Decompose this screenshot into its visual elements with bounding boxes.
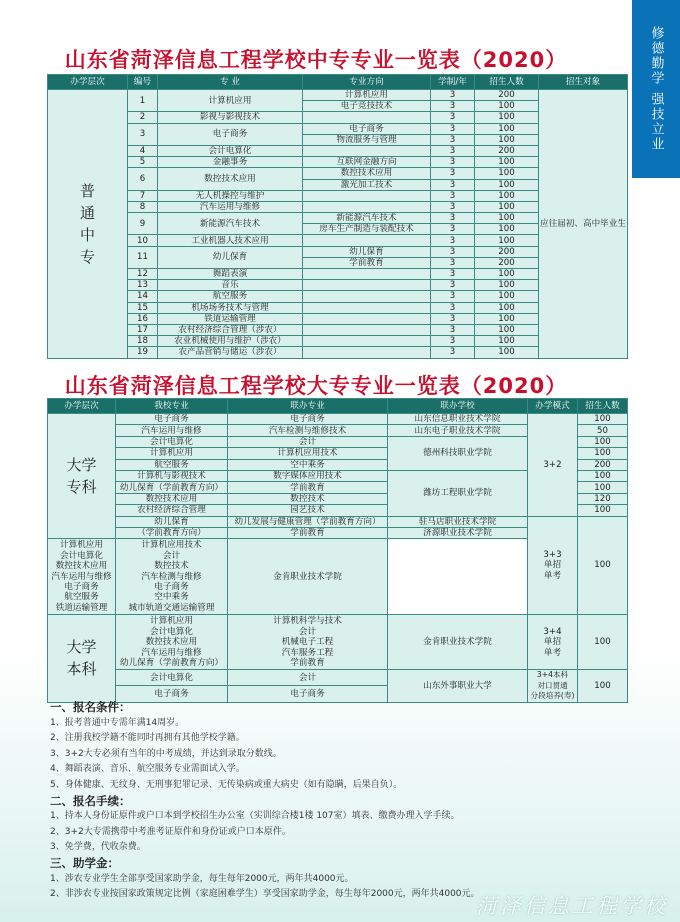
row-number: 15 — [128, 302, 158, 313]
study-years: 3 — [431, 190, 475, 201]
joint-major: 数字媒体应用技术 — [228, 470, 388, 481]
major-direction — [303, 201, 431, 212]
enroll-count: 200 — [475, 145, 539, 156]
secondary-majors-table — [47, 74, 628, 359]
enroll-count: 100 — [578, 505, 628, 516]
major-direction — [303, 269, 431, 280]
row-number: 2 — [128, 112, 158, 123]
joint-school: 济源职业技术学院 — [388, 527, 528, 538]
col-header: 学制/年 — [431, 75, 475, 90]
enroll-count: 100 — [475, 224, 539, 235]
major-direction — [303, 324, 431, 335]
table-row — [48, 615, 628, 670]
my-major: 电子商务 — [116, 414, 228, 425]
level-cell: 大学 专科 — [48, 414, 116, 539]
col-header: 招生人数 — [578, 399, 628, 414]
major-direction — [303, 112, 431, 123]
major-name: 农产品营销与储运（涉农） — [158, 347, 303, 358]
major-name: 农村经济综合管理（涉农） — [158, 324, 303, 335]
section-heading: 三、助学金： — [50, 855, 119, 870]
enroll-count: 100 — [475, 213, 539, 224]
my-major: 汽车运用与维修 — [116, 425, 228, 436]
major-direction: 数控技术应用 — [303, 168, 431, 179]
study-years: 3 — [431, 224, 475, 235]
note-item: 1、报考普通中专需年满14周岁。 — [50, 717, 185, 728]
enroll-count: 100 — [475, 190, 539, 201]
table-row — [48, 516, 628, 527]
note-item: 1、涉农专业学生全部享受国家助学金，每生每年2000元，两年共4000元。 — [50, 873, 354, 884]
enroll-count: 100 — [475, 201, 539, 212]
enroll-count: 100 — [475, 302, 539, 313]
major-name: 电子商务 — [158, 123, 303, 145]
major-direction: 幼儿保育 — [303, 246, 431, 257]
my-major: 计算机应用 会计电算化 数控技术应用 汽车运用与维修 幼儿保育（学前教育方向） — [116, 615, 228, 670]
note-item: 4、舞蹈表演、音乐、航空服务专业需面试入学。 — [50, 764, 245, 775]
my-major: 计算机应用 会计电算化 数控技术应用 汽车运用与维修 电子商务 航空服务 铁道运输管理 — [48, 539, 116, 615]
enroll-count: 200 — [475, 90, 539, 101]
major-direction — [303, 235, 431, 246]
my-major: 计算机与影视技术 — [116, 470, 228, 481]
study-years: 3 — [431, 168, 475, 179]
major-direction: 物流服务与管理 — [303, 134, 431, 145]
study-years: 3 — [431, 101, 475, 112]
my-major: 电子商务 — [116, 686, 228, 702]
study-years: 3 — [431, 269, 475, 280]
study-years: 3 — [431, 280, 475, 291]
row-number: 16 — [128, 313, 158, 324]
enroll-count: 200 — [475, 257, 539, 268]
col-header: 办学模式 — [528, 399, 578, 414]
table2-title: 山东省菏泽信息工程学校大专专业一览表（2020） — [64, 374, 568, 398]
enrollment-notes — [50, 700, 650, 903]
major-direction — [303, 347, 431, 358]
major-name: 工业机器人技术应用 — [158, 235, 303, 246]
row-number: 18 — [128, 336, 158, 347]
note-item: 2、非涉农专业按国家政策规定比例（家庭困难学生）享受国家助学金，每生每年2000元，两年共4000元。 — [50, 889, 480, 900]
mode-cell: 3+2 — [528, 414, 578, 517]
col-header: 办学层次 — [48, 75, 128, 90]
col-header: 专 业 — [158, 75, 303, 90]
major-direction — [303, 291, 431, 302]
motto-banner: 修德勤学 强技立业 — [632, 0, 680, 178]
enroll-count: 100 — [475, 235, 539, 246]
mode-cell: 3+4 单招 单考 — [528, 615, 578, 670]
major-direction: 激光加工技术 — [303, 179, 431, 190]
enroll-count: 100 — [475, 123, 539, 134]
enroll-count: 100 — [578, 448, 628, 459]
major-direction — [303, 313, 431, 324]
study-years: 3 — [431, 213, 475, 224]
study-years: 3 — [431, 90, 475, 101]
level-cell: 大学 本科 — [48, 615, 116, 702]
enroll-count: 200 — [578, 459, 628, 470]
major-direction — [303, 336, 431, 347]
row-number: 14 — [128, 291, 158, 302]
enroll-count: 100 — [475, 280, 539, 291]
enroll-count: 100 — [578, 516, 628, 615]
enroll-count: 100 — [578, 436, 628, 447]
major-direction: 计算机应用 — [303, 90, 431, 101]
table-row — [48, 670, 628, 686]
major-direction: 电子竞技技术 — [303, 101, 431, 112]
table-row — [48, 90, 628, 101]
study-years: 3 — [431, 291, 475, 302]
enroll-count: 100 — [475, 157, 539, 168]
major-name: 音乐 — [158, 280, 303, 291]
table1-title: 山东省菏泽信息工程学校中专专业一览表（2020） — [64, 48, 568, 72]
study-years: 3 — [431, 302, 475, 313]
enroll-count: 100 — [475, 269, 539, 280]
row-number: 17 — [128, 324, 158, 335]
enroll-count: 100 — [475, 313, 539, 324]
major-name: 汽车运用与维修 — [158, 201, 303, 212]
section-heading: 一、报名条件： — [50, 700, 131, 714]
row-number: 1 — [128, 90, 158, 112]
enroll-count: 100 — [475, 291, 539, 302]
col-header: 专业方向 — [303, 75, 431, 90]
col-header: 招生对象 — [539, 75, 628, 90]
joint-major: 电子商务 — [228, 686, 388, 702]
study-years: 3 — [431, 179, 475, 190]
row-number: 4 — [128, 145, 158, 156]
my-major: 计算机应用 — [116, 448, 228, 459]
enroll-count: 100 — [475, 336, 539, 347]
major-name: 金融事务 — [158, 157, 303, 168]
joint-major: 会计 — [228, 670, 388, 686]
my-major: 会计电算化 — [116, 436, 228, 447]
major-name: 机场场务技术与管理 — [158, 302, 303, 313]
study-years: 3 — [431, 123, 475, 134]
study-years: 3 — [431, 112, 475, 123]
major-name: 舞蹈表演 — [158, 269, 303, 280]
row-number: 3 — [128, 123, 158, 145]
joint-major: 电子商务 — [228, 414, 388, 425]
joint-school: 金肯职业技术学院 — [228, 539, 388, 615]
major-direction — [303, 190, 431, 201]
note-item: 5、身体健康、无纹身、无刑事犯罪记录、无传染病或重大病史（如有隐瞒，后果自负）。 — [50, 779, 403, 790]
enroll-count: 100 — [475, 347, 539, 358]
row-number: 6 — [128, 168, 158, 190]
enroll-count: 50 — [578, 425, 628, 436]
study-years: 3 — [431, 257, 475, 268]
note-item: 3、免学费，代收杂费。 — [50, 842, 146, 853]
major-direction: 房车生产制造与装配技术 — [303, 224, 431, 235]
major-direction: 学前教育 — [303, 257, 431, 268]
col-header: 联办专业 — [228, 399, 388, 414]
major-direction — [303, 302, 431, 313]
study-years: 3 — [431, 157, 475, 168]
note-item: 1、持本人身份证原件或户口本到学校招生办公室（实训综合楼1楼 107室）填表、缴费办理入学手续。 — [50, 811, 460, 822]
row-number: 9 — [128, 213, 158, 235]
study-years: 3 — [431, 235, 475, 246]
my-major: （学前教育方向） — [116, 527, 228, 538]
enroll-count: 100 — [578, 615, 628, 670]
col-header: 联办学校 — [388, 399, 528, 414]
study-years: 3 — [431, 246, 475, 257]
joint-school: 潍坊工程职业学院 — [388, 470, 528, 516]
study-years: 3 — [431, 347, 475, 358]
enroll-count: 120 — [578, 493, 628, 504]
major-name: 无人机操控与维护 — [158, 190, 303, 201]
joint-major: 汽车检测与维修技术 — [228, 425, 388, 436]
section-heading: 二、报名手续： — [50, 793, 131, 808]
enroll-count: 100 — [578, 670, 628, 702]
joint-school: 山东电子职业技术学院 — [388, 425, 528, 436]
major-name: 铁道运输管理 — [158, 313, 303, 324]
study-years: 3 — [431, 336, 475, 347]
major-name: 数控技术应用 — [158, 168, 303, 190]
mode-cell: 3+3 单招 单考 — [528, 516, 578, 615]
joint-major: 学前教育 — [228, 527, 388, 538]
school-calligraphy-logo: 菏泽信息工程学校 — [476, 894, 668, 918]
row-number: 13 — [128, 280, 158, 291]
row-number: 10 — [128, 235, 158, 246]
joint-major: 数控技术 — [228, 493, 388, 504]
joint-school: 山东信息职业技术学院 — [388, 414, 528, 425]
joint-school: 山东外事职业大学 — [388, 670, 528, 702]
level-cell: 普 通 中 专 — [48, 90, 128, 359]
joint-school: 德州科技职业学院 — [388, 436, 528, 470]
row-number: 8 — [128, 201, 158, 212]
enroll-count: 200 — [475, 246, 539, 257]
major-direction — [303, 145, 431, 156]
joint-school: 驻马店职业技术学院 — [388, 516, 528, 527]
note-item: 3、3+2大专必须有当年的中考成绩，并达到录取分数线。 — [50, 748, 282, 759]
joint-major: 计算机应用技术 会计 数控技术 汽车检测与维修 电子商务 空中乘务 城市轨道交通运输管理 — [116, 539, 228, 615]
note-item: 2、注册我校学籍不能同时再拥有其他学校学籍。 — [50, 733, 245, 744]
col-header: 编号 — [128, 75, 158, 90]
joint-major: 幼儿发展与健康管理（学前教育方向） — [228, 516, 388, 527]
col-header: 办学层次 — [48, 399, 116, 414]
major-name: 影视与影视技术 — [158, 112, 303, 123]
major-direction — [303, 280, 431, 291]
joint-major: 计算机科学与技术 会计 机械电子工程 汽车服务工程 学前教育 — [228, 615, 388, 670]
study-years: 3 — [431, 313, 475, 324]
major-direction: 新能源汽车技术 — [303, 213, 431, 224]
college-majors-table — [47, 398, 628, 703]
joint-major: 学前教育 — [228, 482, 388, 493]
joint-major: 园艺技术 — [228, 505, 388, 516]
study-years: 3 — [431, 145, 475, 156]
major-name: 农业机械使用与维护（涉农） — [158, 336, 303, 347]
my-major: 航空服务 — [116, 459, 228, 470]
study-years: 3 — [431, 201, 475, 212]
my-major: 会计电算化 — [116, 670, 228, 686]
enroll-count: 100 — [475, 168, 539, 179]
col-header: 我校专业 — [116, 399, 228, 414]
my-major: 幼儿保育（学前教育方向） — [116, 482, 228, 493]
enroll-count: 100 — [578, 482, 628, 493]
row-number: 7 — [128, 190, 158, 201]
major-name: 会计电算化 — [158, 145, 303, 156]
my-major: 农村经济综合管理 — [116, 505, 228, 516]
study-years: 3 — [431, 134, 475, 145]
joint-major: 计算机应用技术 — [228, 448, 388, 459]
enroll-count: 100 — [475, 134, 539, 145]
joint-major: 会计 — [228, 436, 388, 447]
my-major: 幼儿保育 — [116, 516, 228, 527]
enroll-count: 100 — [475, 179, 539, 190]
study-years: 3 — [431, 324, 475, 335]
major-direction: 互联网金融方向 — [303, 157, 431, 168]
table-row — [48, 414, 628, 425]
col-header: 招生人数 — [475, 75, 539, 90]
major-name: 航空服务 — [158, 291, 303, 302]
my-major: 数控技术应用 — [116, 493, 228, 504]
joint-major: 空中乘务 — [228, 459, 388, 470]
major-direction: 电子商务 — [303, 123, 431, 134]
major-name: 计算机应用 — [158, 90, 303, 112]
row-number: 11 — [128, 246, 158, 268]
row-number: 5 — [128, 157, 158, 168]
target-students: 应往届初、高中毕业生 — [539, 90, 628, 359]
enroll-count: 100 — [475, 324, 539, 335]
major-name: 幼儿保育 — [158, 246, 303, 268]
enroll-count: 100 — [475, 101, 539, 112]
enroll-count: 100 — [578, 470, 628, 481]
enroll-count: 100 — [578, 414, 628, 425]
joint-school: 金肯职业技术学院 — [388, 615, 528, 670]
major-name: 新能源汽车技术 — [158, 213, 303, 235]
row-number: 12 — [128, 269, 158, 280]
mode-cell: 3+4本科 对口贯通 分段培养(寿) — [528, 670, 578, 702]
enroll-count: 100 — [475, 112, 539, 123]
note-item: 2、3+2大专需携带中考准考证原件和身份证或户口本原件。 — [50, 826, 291, 837]
row-number: 19 — [128, 347, 158, 358]
